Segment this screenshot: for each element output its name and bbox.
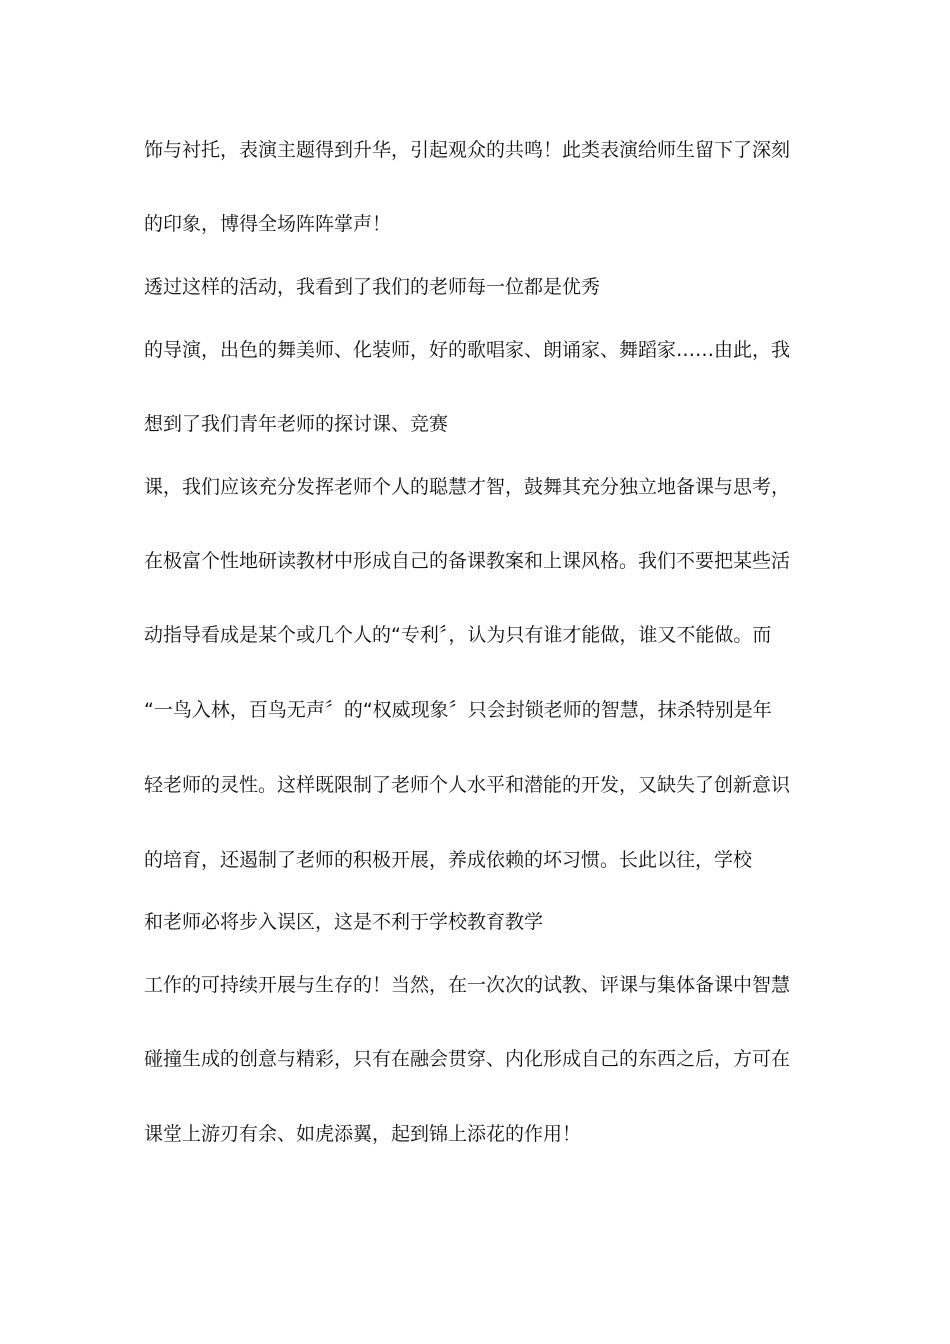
text-line: 和老师必将步入误区，这是不利于学校教育教学	[144, 911, 544, 933]
text-line: 想到了我们青年老师的探讨课、竞赛	[144, 413, 449, 435]
text-line: 透过这样的活动，我看到了我们的老师每一位都是优秀	[144, 276, 601, 298]
text-line: 的印象，博得全场阵阵掌声！	[144, 213, 392, 235]
text-line: 饰与衬托，表演主题得到升华，引起观众的共鸣！此类表演给师生留下了深刻	[144, 139, 791, 161]
text-line: 轻老师的灵性。这样既限制了老师个人水平和潜能的开发，又缺失了创新意识	[144, 774, 791, 796]
text-line: 在极富个性地研读教材中形成自己的备课教案和上课风格。我们不要把某些活	[144, 550, 791, 572]
text-line: 工作的可持续开展与生存的！当然，在一次次的试教、评课与集体备课中智慧	[144, 974, 791, 996]
text-line: 课堂上游刃有余、如虎添翼，起到锦上添花的作用！	[144, 1123, 582, 1145]
text-line: 课，我们应该充分发挥老师个人的聪慧才智，鼓舞其充分独立地备课与思考，	[144, 476, 791, 498]
text-line: 碰撞生成的创意与精彩，只有在融会贯穿、内化形成自己的东西之后，方可在	[144, 1048, 791, 1070]
text-line: “一鸟入林，百鸟无声〞的“权威现象〞只会封锁老师的智慧，抹杀特别是年	[144, 699, 772, 721]
text-line: 动指导看成是某个或几个人的“专利〞，认为只有谁才能做，谁又不能做。而	[144, 624, 772, 646]
text-line: 的培育，还遏制了老师的积极开展，养成依赖的坏习惯。长此以往，学校	[144, 849, 753, 871]
text-line: 的导演，出色的舞美师、化装师，好的歌唱家、朗诵家、舞蹈家……由此，我	[144, 339, 791, 361]
